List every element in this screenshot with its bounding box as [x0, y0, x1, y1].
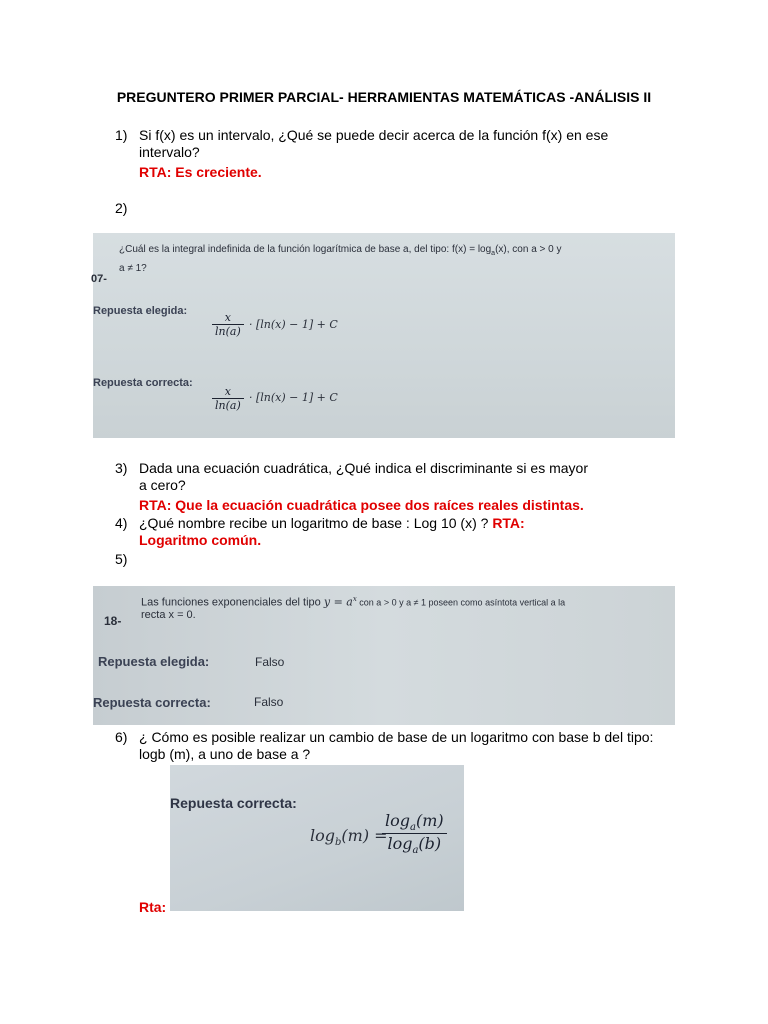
photo-3-num-base: a	[410, 822, 416, 834]
photo-1-correct-expression: · [ln(x) − 1] + C	[249, 391, 338, 404]
photo-3-den-log: log	[387, 834, 413, 854]
question-4-line-1: ¿Qué nombre recibe un logaritmo de base : Log 10 (x) ?	[139, 515, 493, 531]
photo-3-num-log: log	[385, 811, 410, 830]
photo-3-num-arg: (m)	[415, 811, 444, 830]
question-3-line-2: a cero?	[139, 477, 186, 493]
photo-2-number: 18-	[104, 614, 122, 628]
question-6-screenshot	[170, 765, 464, 911]
photo-2-chosen-label: Repuesta elegida:	[98, 654, 210, 669]
question-4-number: 4)	[115, 515, 128, 531]
photo-2-chosen-value: Falso	[255, 655, 285, 669]
photo-1-question-sub: a	[491, 250, 496, 257]
photo-1-question-line-1: ¿Cuál es la integral indefinida de la función logarítmica de base a, del tipo: f(x) = log	[119, 244, 492, 255]
photo-1-chosen-denominator: ln(a)	[212, 324, 244, 338]
question-1-line-1: Si f(x) es un intervalo, ¿Qué se puede decir acerca de la función f(x) en ese	[139, 127, 609, 143]
photo-1-chosen-expression: · [ln(x) − 1] + C	[249, 318, 338, 331]
photo-3-den-arg: (b)	[418, 834, 442, 854]
question-6-text	[139, 729, 653, 763]
photo-1-question	[119, 244, 562, 257]
question-1-answer: RTA: Es creciente.	[139, 164, 262, 180]
photo-3-label: Repuesta correcta:	[170, 795, 297, 811]
question-3-answer: RTA: Que la ecuación cuadrática posee dos raíces reales distintas.	[139, 497, 584, 513]
photo-1-question-line-2: a ≠ 1?	[119, 263, 147, 274]
photo-2-statement-end: con a > 0 y a ≠ 1 poseen como asíntota vertical a la	[356, 597, 566, 608]
photo-2-statement-line-2: recta x = 0.	[141, 609, 196, 621]
question-2-number: 2)	[115, 200, 128, 216]
question-3-text	[139, 460, 588, 494]
photo-3-den-base: a	[412, 845, 419, 857]
photo-2-statement	[141, 595, 565, 609]
question-4-text	[139, 515, 525, 549]
question-4-answer-label: RTA:	[492, 515, 525, 531]
photo-1-correct-numerator: x	[224, 385, 231, 398]
photo-2-statement-exponent: x	[352, 595, 357, 603]
photo-1-chosen-numerator: x	[224, 311, 231, 324]
question-2-screenshot	[93, 233, 675, 438]
question-3-number: 3)	[115, 460, 128, 476]
photo-3-numerator	[382, 811, 447, 833]
question-5-screenshot	[93, 586, 675, 725]
question-6-number: 6)	[115, 729, 128, 745]
photo-1-correct-label: Repuesta correcta:	[93, 377, 193, 389]
photo-3-denominator	[382, 833, 447, 856]
question-6-answer: Rta:	[139, 899, 167, 915]
photo-1-correct-denominator: ln(a)	[212, 398, 244, 412]
photo-2-statement-math: y = a	[323, 595, 353, 609]
question-5-number: 5)	[115, 551, 128, 567]
question-6-line-1: ¿ Cómo es posible realizar un cambio de base de un logaritmo con base b del tipo:	[139, 729, 654, 745]
photo-2-correct-value: Falso	[254, 695, 284, 709]
photo-2-correct-label: Repuesta correcta:	[93, 695, 211, 710]
photo-1-chosen-label: Repuesta elegida:	[93, 305, 188, 317]
photo-2-statement-start: Las funciones exponenciales del tipo	[141, 596, 324, 609]
question-1-number: 1)	[115, 127, 128, 143]
photo-1-correct-fraction	[212, 385, 244, 412]
photo-3-lhs-arg: (m) =	[341, 826, 388, 845]
question-1-line-2: intervalo?	[139, 144, 200, 160]
question-4-answer: Logaritmo común.	[139, 532, 262, 548]
photo-1-chosen-fraction	[212, 311, 244, 338]
document-title: PREGUNTERO PRIMER PARCIAL- HERRAMIENTAS MATEMÁTICAS -ANÁLISIS II	[116, 89, 652, 105]
question-1-text	[139, 127, 608, 161]
question-3-line-1: Dada una ecuación cuadrática, ¿Qué indica el discriminante si es mayor	[139, 460, 589, 476]
photo-3-lhs-log: log	[310, 826, 335, 845]
photo-3-lhs-base: b	[335, 837, 342, 849]
photo-3-lhs	[310, 826, 388, 848]
photo-3-fraction	[382, 811, 447, 856]
question-6-line-2: logb (m), a uno de base a ?	[139, 746, 311, 762]
photo-1-number: 07-	[91, 273, 107, 285]
photo-1-question-tail: (x), con a > 0 y	[495, 244, 562, 255]
